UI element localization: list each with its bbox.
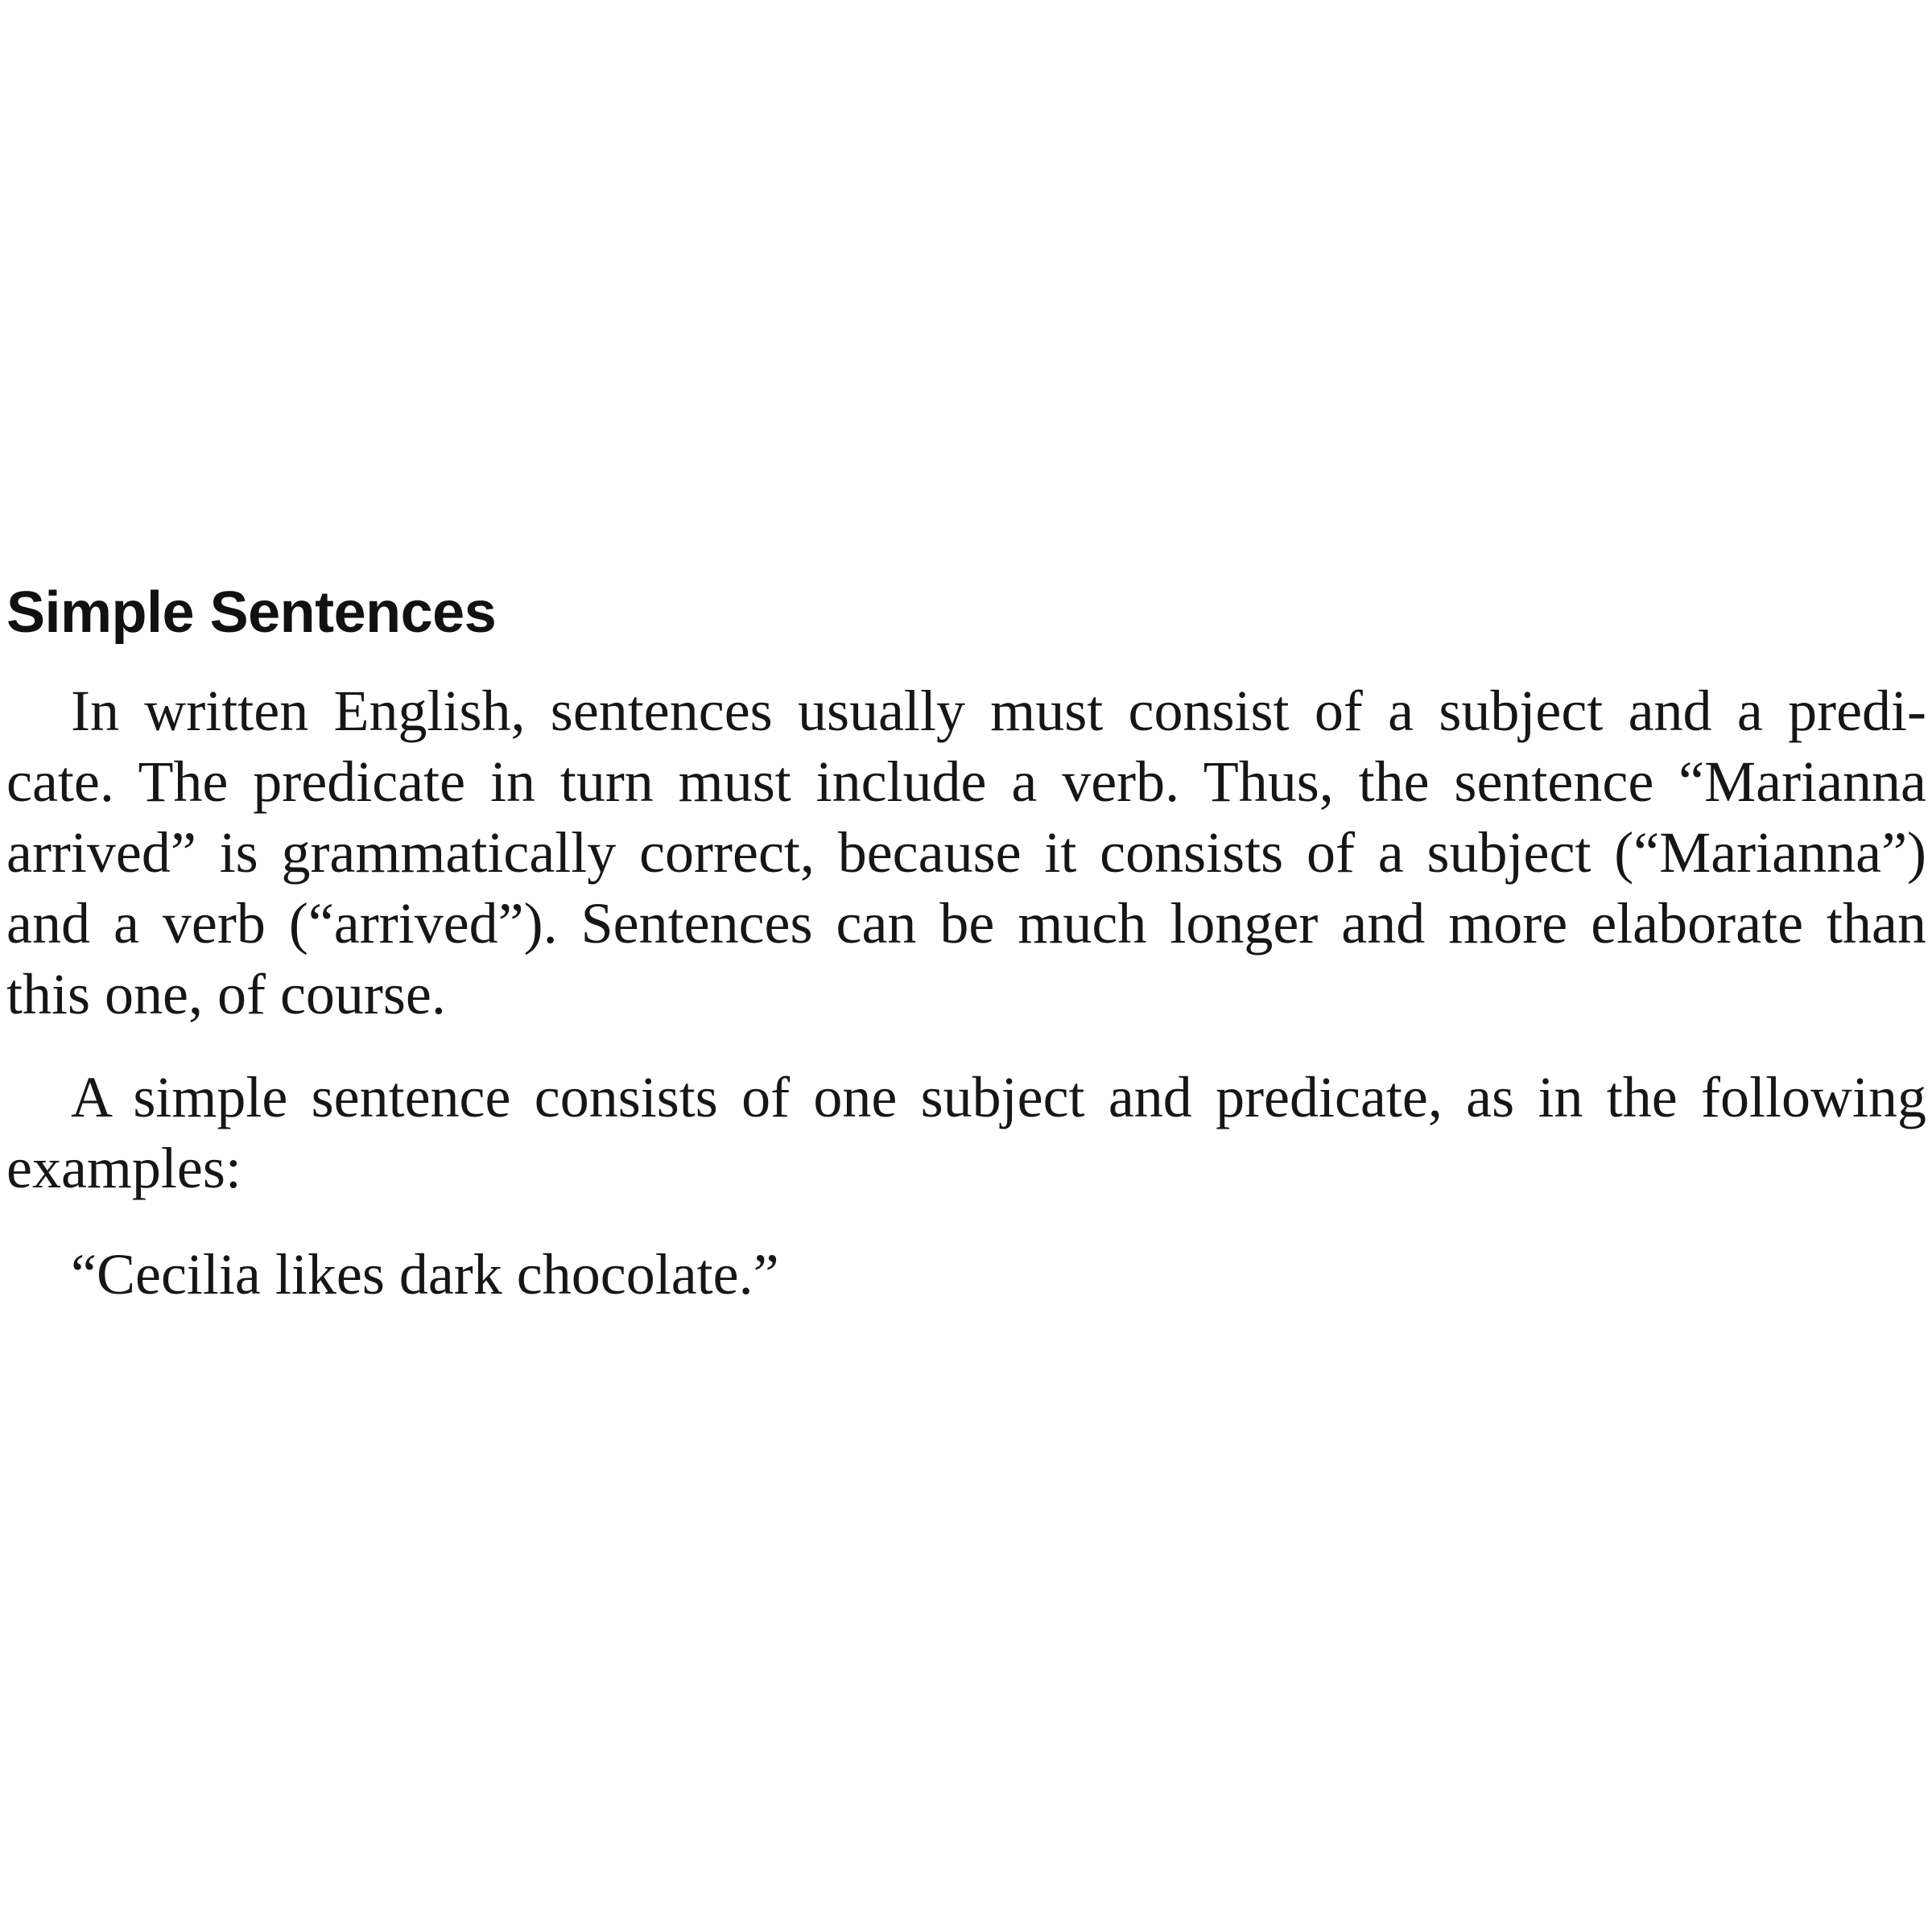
example-line: “Cecilia likes dark chocolate.” xyxy=(71,1242,779,1307)
text-block xyxy=(6,580,1926,1310)
paragraph-line: this one, of course. xyxy=(6,962,446,1026)
paragraph-line: cate. The predicate in turn must include a verb. Thus, the sentence “Marianna xyxy=(6,749,1926,814)
paragraph-line: examples: xyxy=(6,1136,242,1200)
paragraph-line: arrived” is grammatically correct, because it consists of a subject (“Marianna”) xyxy=(6,820,1926,885)
paragraph-line: A simple sentence consists of one subject and predicate, as in the following xyxy=(71,1065,1926,1129)
example-sentence xyxy=(6,1239,1926,1310)
paragraph-line: and a verb (“arrived”). Sentences can be much longer and more elaborate than xyxy=(6,891,1926,956)
paragraph-simple-sentence xyxy=(6,1062,1926,1203)
paragraph-line: In written English, sentences usually must consist of a subject and a predi- xyxy=(71,679,1926,743)
paragraph-intro xyxy=(6,675,1926,1030)
section-heading: Simple Sentences xyxy=(6,580,497,645)
